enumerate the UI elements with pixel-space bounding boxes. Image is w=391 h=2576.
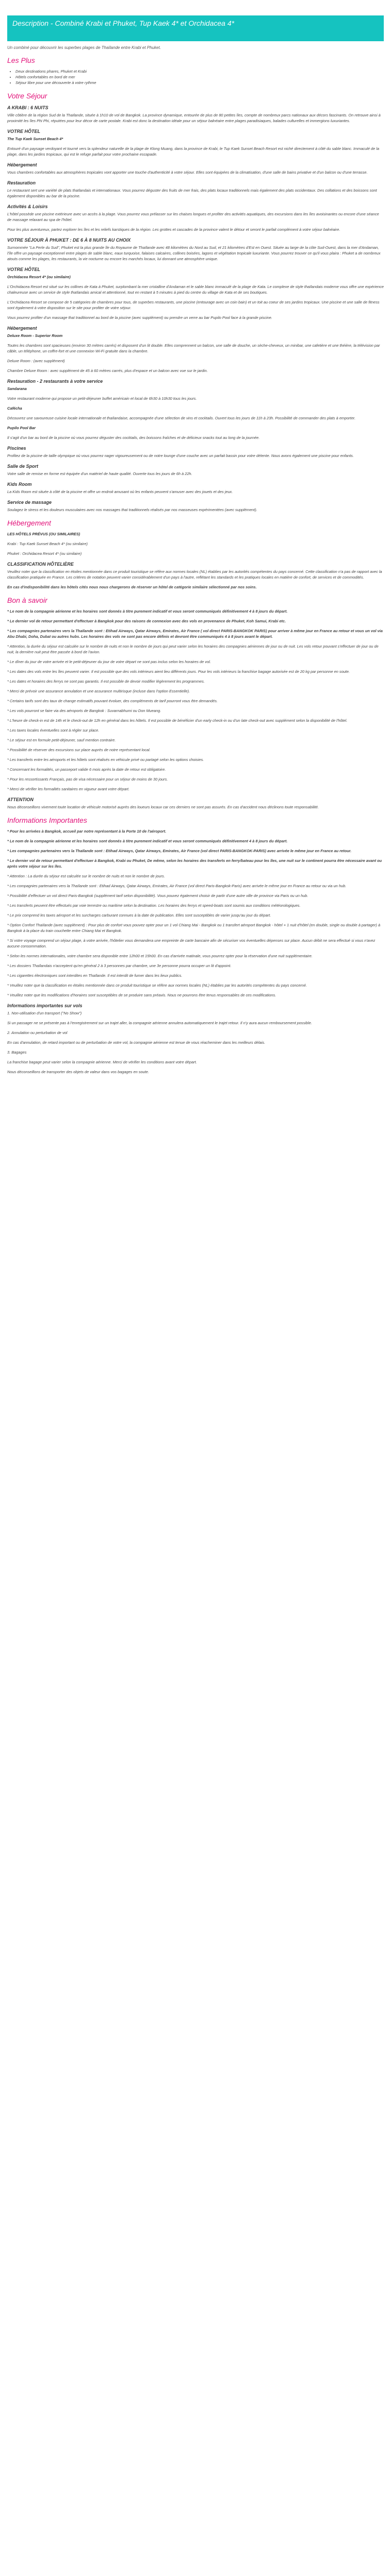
plus-heading: Les Plus <box>7 56 35 64</box>
rooms-text: Vous chambres confortables aux atmosphères tropicales vont apporter une touche d'authenticité à votre séjour. Elles sont équipées de la climatisation, d'une salle de bains privative et d'un balcon ou d'une terrasse. <box>7 170 368 175</box>
flights-item: La franchise bagage peut varier selon la compagnie aérienne. Merci de vérifier les conditions avant votre départ. <box>7 1060 197 1064</box>
infos-para: * Pour les arrivées à Bangkok, accueil par notre représentant à la Porte 10 de l'aéroport. <box>7 829 167 834</box>
rooms-heading: Hébergement <box>7 162 37 167</box>
savoir-para: * Pour les ressortissants Français, pas de visa nécessaire pour un séjour de moins de 30 jours. <box>7 777 168 782</box>
hotel2-heading: VOTRE HÔTEL <box>7 267 41 272</box>
resto2-a-text: Votre restaurant moderne qui propose un petit-déjeuner buffet américain et local de 6h30 à 10h30 tous les jours. <box>7 396 197 401</box>
savoir-para: * Les dates des vols entre les îles peuvent varier. Il est possible que des vols intérieurs aient lieu différents jours. Pour les vols intérieurs la franchise bagage autorisée est de 20 kg par personne en soute. <box>7 669 350 674</box>
hotel2-text-2: L'Orchidacea Resort se compose de 5 catégories de chambres pour tous, de superbes restaurants, une piscine (entourage avec un coin bain) et un toit au coeur de ses jardins tropicaux. Une piscine et une salle de fitness sont également à votre disposition sur le site pour profiter de votre séjour. <box>7 300 380 310</box>
infos-para: * Les dossiers Thaïlandais n'acceptent qu'en général 2 à 3 personnes par chambre, une 3e personne pourra occuper un lit d'appoint. <box>7 963 232 968</box>
rooms2-text: Toutes les chambres sont spacieuses (environ 30 mètres carrés) et disposent d'un lit double. Elles comprennent un balcon, une salle de douche, un sèche-cheveux, un minibar, une cafetière et une théière, la télévision par câble, un téléphone, un coffre-fort et une connexion Wi-Fi gratuite dans la chambre. <box>7 343 380 353</box>
gym-heading: Salle de Sport <box>7 464 39 469</box>
plus-item: • Séjour libre pour une découverte à votre rythme <box>15 80 384 86</box>
infos-para: * Possibilité d'effectuer un vol direct Paris-Bangkok (supplément tarif selon disponibilité). Vous pouvez également choisir de partir d'une autre ville de province via Paris ou un hub. <box>7 893 308 898</box>
rooms2-b: Chambre Deluxe Room : avec supplément de 45 à 60 mètres carrés, plus d'espace et un balcon avec vue sur le jardin. <box>7 368 208 373</box>
flights-item: En cas d'annulation, de retard important ou de perturbation de votre vol, la compagnie aérienne est tenue de vous réacheminer dans les meilleurs délais. <box>7 1040 266 1045</box>
savoir-para: * Les compagnies partenaires vers la Thaïlande sont : Etihad Airways, Qatar Airways, Emirates, Air France ( vol direct PARIS-BANGKOK PARIS) pour arriver à même jour en France au retour et vous un vol via Abu Dhabi, Doha, Dubaï ou autres hubs. Les horaires des vols ne sont pas encore définis et devront être communiqués 4 à 8 jours avant le départ. <box>7 629 383 639</box>
savoir-para: * Possibilité de réserver des excursions sur place auprès de notre représentant local. <box>7 748 151 752</box>
savoir-para: * L'heure de check-in est de 14h et le check-out de 12h en général dans les hôtels. Il est possible de bénéficier d'un early check-in ou d'un late check-out avec supplément selon la disponibilité de l'hôtel. <box>7 718 348 723</box>
resto2-b-text: Découvrez une savoureuse cuisine locale internationale et thaïlandaise, accompagnée d'une sélection de vins et cocktails. Ouvert tous les jours de 11h à 23h. Possibilité de commander des plats à emporter. <box>7 416 356 420</box>
savoir-para: * Le séjour est en formule petit-déjeuner, sauf mention contraire. <box>7 738 116 742</box>
savoir-para: * Le dernier vol de retour permettant d'effectuer à Bangkok pour des raisons de connexion avec des vols en provenance de Phuket, Koh Samui, Krabi etc. <box>7 619 286 623</box>
rooms2-heading: Hébergement <box>7 326 37 331</box>
savoir-list <box>7 608 384 792</box>
hotel-text: Entouré d'un paysage verdoyant et tourné vers la splendeur naturelle de la plage de Klong Muang, dans la province de Krabi, le Tup Kaek Sunset Beach Resort est niché directement à côté du sable blanc. Immaculé de la plage, dans les jardins tropicaux, qui est le refuge parfait pour votre prochaine escapade. <box>7 146 380 157</box>
massage-heading: Service de massage <box>7 500 52 505</box>
infos-para: * Le nom de la compagnie aérienne et les horaires sont donnés à titre purement indicatif et vous seront communiqués définitivement 4 à 8 jours du départ. <box>7 839 288 843</box>
flights-list <box>7 1010 384 1075</box>
phuket-text: Surnommée "La Perle du Sud", Phuket est la plus grande île du Royaume de Thaïlande avec 48 kilomètres du Nord au Sud, et 21 kilomètres d'Est en Ouest. Située au large de la côte Sud-Ouest, dans la mer d'Andaman, l'île offre un paysage exceptionnel entre plages de sable blanc, eaux turquoise, falaises calcaires, collines boisées, lagons et végétation tropicale luxuriante. Vous pourrez trouver ce qu'il vous plaira : Phuket a de nombreux atouts comme les plages, les restaurants, la vie nocturne ou encore les marchés locaux, lui donnant une atmosphère unique. <box>7 245 381 261</box>
phuket-heading: VOTRE SÉJOUR À PHUKET : DE 6 À 8 NUITS AU CHOIX <box>7 238 131 243</box>
resto2-b-heading: Cafécha <box>7 406 22 411</box>
kids-heading: Kids Room <box>7 482 32 487</box>
savoir-para: * Merci de prévoir une assurance annulation et une assurance multirisque (incluse dans l'option Essentielle). <box>7 689 190 693</box>
pools-text: Profitez de la piscine de taille olympique où vous pourrez nager vigoureusement ou de notre lounge d'une couche avec un parfait bassin pour votre détente. Nous avons également une piscine pour enfants. <box>7 453 354 458</box>
savoir-para: * Les vols pourront se faire via des aéroports de Bangkok : Suvarnabhumi ou Don Mueang. <box>7 708 161 713</box>
kids-text: La Kids Room est située à côté de la piscine et offre un endroit amusant où les enfants peuvent s'amuser avec des jouets et des jeux. <box>7 489 233 494</box>
activities-text-2: Pour les plus aventureux, partez explorer les îles et les reliefs karstiques de la région. Les grottes et cascades de la province valent le détour et seront le parfait complément à votre séjour balnéaire. <box>7 227 340 232</box>
savoir-para: * Concernant les formalités, un passeport valide 6 mois après la date de retour est obligatoire. <box>7 767 166 772</box>
savoir-para: * Les taxes locales éventuelles sont à régler sur place. <box>7 728 100 733</box>
activities-text: L'hôtel possède une piscine extérieure avec un accès à la plage. Vous pourrez vous prélasser sur les chaises longues et profiter des activités aquatiques, des excursions dans les îles avoisinantes ou encore d'une séance de massage relaxant au spa de l'hôtel. <box>7 212 379 222</box>
hebergement-heading: Hébergement <box>7 519 51 527</box>
attention-text: Nous déconseillons vivement toute location de véhicule motorisé auprès des loueurs locaux car ces derniers ne sont pas assurés. En cas d'accident nous déclinons toute responsabilité. <box>7 805 319 809</box>
savoir-para: * Les transferts entre les aéroports et les hôtels sont réalisés en véhicule privé ou partagé selon les options choisies. <box>7 757 204 762</box>
infos-para: * Les compagnies partenaires vers la Thaïlande sont : Etihad Airways, Qatar Airways, Emirates, Air France (vol direct Paris-Bangkok-Paris) avec arrivée le même jour en France au retour ou via un hub. <box>7 884 347 888</box>
gym-text: Votre salle de remise en forme est équipée d'un matériel de haute qualité. Ouverte tous les jours de 6h à 22h. <box>7 471 192 476</box>
plus-item: • Hôtels confortables en bord de mer <box>15 74 384 80</box>
lead-text: Un combiné pour découvrir les superbes plages de Thaïlande entre Krabi et Phuket. <box>7 45 161 50</box>
resto2-a-heading: Sandarana <box>7 386 27 391</box>
flights-item: Nous déconseillons de transporter des objets de valeur dans vos bagages en soute. <box>7 1070 149 1074</box>
infos-para: * Option Confort Thaïlande (avec supplément) : Pour plus de confort vous pouvez opter pour un 1 vol Chiang Mai - Bangkok ou 1 transfert aéroport Bangkok - hôtel + 1 nuit d'hôtel (en double, single ou double à partager) à Bangkok à la place du train couchette entre Chiang Mai et Bangkok. <box>7 923 381 933</box>
plus-list <box>7 69 384 86</box>
hotel2-text: L'Orchidacea Resort est situé sur les collines de Kata à Phuket, surplombant la mer cristalline d'Andaman et le sable blanc immaculé de la plage de Kata. Le complexe de style thaïlandais moderne vous offre une expérience chaleureuse avec un service de style thaïlandais amical et attentionné, tout en restant à 5 minutes à pied du centre du village de Kata et de ses boutiques. <box>7 284 384 295</box>
page <box>0 15 391 1075</box>
classification-note: En cas d'indisponibilité dans les hôtels cités nous nous chargerons de réserver un hôtel de catégorie similaire sélectionné par nos soins. <box>7 585 257 589</box>
infos-para: * Le dernier vol de retour permettant d'effectuer à Bangkok, Krabi ou Phuket, De même, selon les horaires des transferts en ferry/bateau pour les îles, une nuit sur le continent pourra être nécessaire avant ou après votre séjour sur les îles. <box>7 858 382 869</box>
flights-item: 3. Bagages <box>7 1050 27 1055</box>
infos-heading: Informations Importantes <box>7 816 87 824</box>
savoir-para: * Le nom de la compagnie aérienne et les horaires sont donnés à titre purement indicatif et vous seront communiqués définitivement 4 à 8 jours du départ. <box>7 609 288 614</box>
attention-heading: ATTENTION <box>7 797 34 802</box>
pools-heading: Piscines <box>7 446 26 451</box>
resto2-c-text: Il s'agit d'un bar au bord de la piscine où vous pourrez déguster des cocktails, des boissons fraîches et de délicieux snacks tout au long de la journée. <box>7 435 260 440</box>
resto-heading: Restauration <box>7 180 36 185</box>
infos-para: * Les cigarettes électroniques sont interdites en Thaïlande. Il est interdit de fumer dans les lieux publics. <box>7 973 183 978</box>
title-banner: Description - Combiné Krabi et Phuket, Tup Kaek 4* et Orchidacea 4* <box>7 15 384 41</box>
flights-item: 2. Annulation ou perturbation de vol <box>7 1030 68 1035</box>
hebergement-line: Phuket : Orchidacea Resort 4* (ou similaire) <box>7 551 82 556</box>
savoir-para: * Le dîner du jour de votre arrivée et le petit-déjeuner du jour de votre départ ne sont pas inclus selon les horaires de vol. <box>7 659 211 664</box>
resto2-c-heading: Pupilo Pool Bar <box>7 426 36 430</box>
infos-para: * Veuillez noter que la classification en étoiles mentionnée dans ce produit touristique se réfère aux normes locales (NL) établies par les autorités compétentes du pays concerné. <box>7 983 307 988</box>
infos-para: * Veuillez noter que les modifications d'horaires sont susceptibles de se produire sans préavis. Nous ne pourrons être tenus responsables de ces modifications. <box>7 993 276 997</box>
infos-para: * Attention : La durée du séjour est calculée sur le nombre de nuits et non le nombre de jours. <box>7 874 165 878</box>
hotel-name: The Tup Kaek Sunset Beach 4* <box>7 137 63 141</box>
infos-para: * Selon les normes internationales, votre chambre sera disponible entre 12h00 et 15h00. En cas d'arrivée matinale, vous pourrez opter pour la réservation d'une nuit supplémentaire. <box>7 954 313 958</box>
hotel2-name: Orchidacea Resort 4* (ou similaire) <box>7 275 71 279</box>
rooms2-a: Deluxe Room : (avec supplément) <box>7 359 65 363</box>
plus-item: • Deux destinations phares, Phuket et Krabi <box>15 69 384 74</box>
resto-text: Le restaurant sert une variété de plats thaïlandais et internationaux. Vous pourrez déguster des fruits de mer frais, des plats locaux traditionnels mais également des plats occidentaux. Des collations et des boissons sont également disponibles au bar de la piscine. <box>7 188 377 198</box>
krabi-text: Ville côtière de la région Sud de la Thaïlande, située à 1h10 de vol de Bangkok. La province dynamique, entourée de plus de 80 petites îles, compte de nombreux parcs nationaux aux décors fascinants. On retrouve ainsi à proximité les îles Phi Phi, réputées pour leur décor de carte postale. Krabi est donc la destination idéale pour un séjour balnéaire entre plages paradisiaques, balades culturelles et immergions luxuriantes. <box>7 113 381 123</box>
infos-para: * Le prix comprend les taxes aéroport et les surcharges carburant connues à la date de publication. Elles sont susceptibles de varier jusqu'au jour du départ. <box>7 913 271 918</box>
krabi-heading: A KRABI : 6 NUITS <box>7 105 48 110</box>
flights-item: 1. Non-utilisation d'un transport ("No Show") <box>7 1011 82 1015</box>
massage-text: Soulagez le stress et les douleurs musculaires avec nos massages thaï traditionnels réalisés par nos masseuses expérimentées (avec supplément). <box>7 507 257 512</box>
infos-para: * Les transferts peuvent être effectués par voie terrestre ou maritime selon la destination. Les horaires des ferrys et speed-boats sont soumis aux conditions météorologiques. <box>7 903 301 908</box>
savoir-para: * Certains tarifs sont des taux de change estimatifs pouvant évoluer, des compléments de tarif pourront vous être demandés. <box>7 699 218 703</box>
savoir-heading: Bon à savoir <box>7 596 47 604</box>
hotel-heading: VOTRE HÔTEL <box>7 129 41 134</box>
activities-heading: Activités & Loisirs <box>7 204 48 209</box>
hebergement-line: Krabi : Tup Kaek Sunset Beach 4* (ou similaire) <box>7 541 88 546</box>
hebergement-line: LES HÔTELS PRÉVUS (OU SIMILAIRES) <box>7 532 80 536</box>
sejour-heading: Votre Séjour <box>7 92 47 100</box>
classification-text: Veuillez noter que la classification en étoiles mentionnée dans ce produit touristique se réfère aux normes locales (NL) établies par les autorités compétentes du pays concerné. Cette classification n'a pas de rapport avec la classification pratiquée en France. Les critères de notation peuvent varier considérablement d'un pays à l'autre, reflétant les standards et les pratiques locales en matière de confort, de services et de commodités. <box>7 569 382 580</box>
infos-list <box>7 828 384 998</box>
savoir-para: * Les dates et horaires des ferrys ne sont pas garantis. Il est possible de devoir modifier légèrement les programmes. <box>7 679 205 684</box>
infos-para: * Si votre voyage comprend un séjour plage, à votre arrivée, l'hôtelier vous demandera une empreinte de carte bancaire afin de sécuriser vos éventuelles dépenses sur place. Aucun débit ne sera effectué si vous n'avez aucune consommation. <box>7 938 376 948</box>
resto2-heading: Restauration - 2 restaurants à votre service <box>7 379 103 384</box>
savoir-para: * Merci de vérifier les formalités sanitaires en vigueur avant votre départ. <box>7 787 130 791</box>
flights-item: Si un passager ne se présente pas à l'enregistrement sur un trajet aller, la compagnie aérienne annulera automatiquement le trajet retour. Il n'y aura aucun remboursement possible. <box>7 1021 312 1025</box>
infos-para: * Les compagnies partenaires vers la Thaïlande sont : Etihad Airways, Qatar Airways, Emirates, Air France (vol direct PARIS-BANGKOK-PARIS) avec arrivée le même jour en France au retour. <box>7 849 352 853</box>
rooms2-type: Deluxe Room - Superior Room <box>7 333 63 338</box>
classification-heading: CLASSIFICATION HÔTELIÈRE <box>7 562 74 567</box>
hotel2-text-3: Vous pourrez profiter d'un massage thaï traditionnel au bord de la piscine (avec supplément) ou prendre un verre au bar Pupilo Pool face à la grande piscine. <box>7 315 272 320</box>
flights-heading: Informations importantes sur vols <box>7 1003 83 1008</box>
savoir-para: * Attention, la durée du séjour est calculée sur le nombre de nuits et non le nombre de jours qui peut varier selon les horaires des compagnies aériennes de jour ou de nuit. Les vols retour pouvant s'effectuer de jour ou de nuit, la dernière nuit peut être passée à bord de l'avion. <box>7 644 379 654</box>
